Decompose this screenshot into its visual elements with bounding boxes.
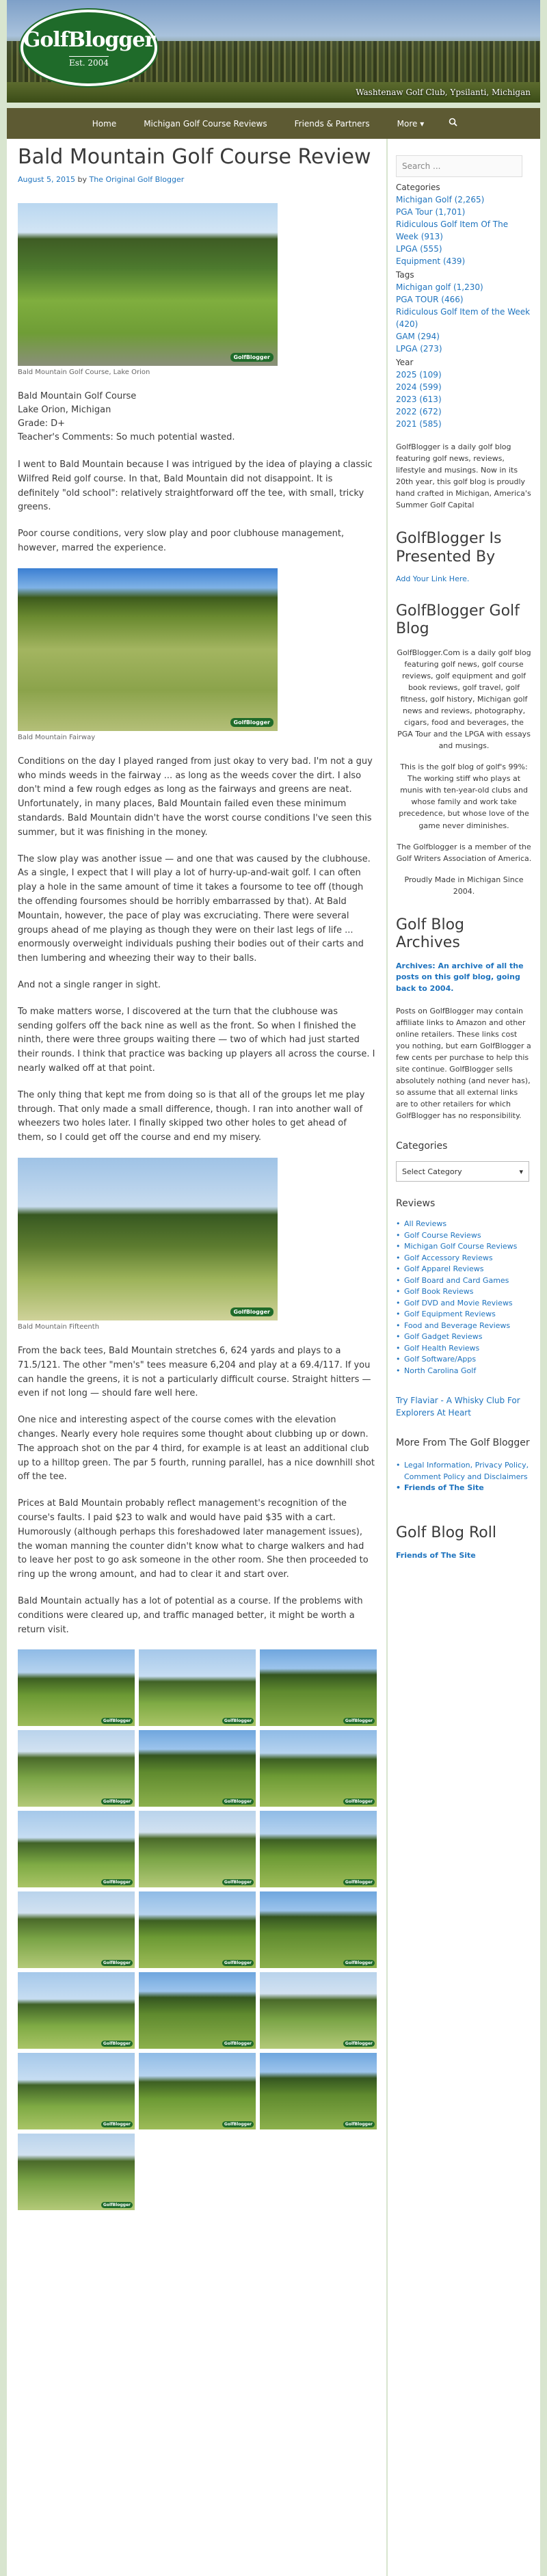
main-nav [7,108,540,139]
review-link[interactable]: • Golf Accessory Reviews [396,1253,532,1264]
year-list [396,369,532,430]
site-logo[interactable] [21,10,157,86]
sidebar [388,139,540,2576]
photo-watermark: GolfBlogger [343,1960,375,1966]
nav-michigan-reviews[interactable]: Michigan Golf Course Reviews [144,118,267,129]
categories-dropdown-heading: Categories [396,1141,448,1152]
categories-list [396,194,532,267]
paragraph: From the back tees, Bald Mountain stretches 6, 624 yards and plays to a 71.5/121. The other "men's" tees measure 6,204 and play at a 69.4/117. If you can handle the greens, it is not a particularly difficult course. Straight hitters — even if not long — should fare well here. [18,1345,371,1399]
paragraph: To make matters worse, I discovered at the turn that the clubhouse was sending golfers off the back nine as well as the front. So when I finished the ninth, there were three groups waiting there — two of which had just started their rounds. I think that practice was backing up players all across the course. I nearly walked off at that point. [18,1006,375,1074]
post-date[interactable]: August 5, 2015 [18,174,75,184]
reviews-heading: Reviews [396,1198,436,1210]
category-select[interactable] [396,1161,529,1182]
photo-watermark: GolfBlogger [230,1307,274,1316]
golf-blog-text: Proudly Made in Michigan Since 2004. [404,875,524,896]
nav-more[interactable]: More ▾ [397,118,425,129]
photo-watermark: GolfBlogger [343,2041,375,2047]
photo-watermark: GolfBlogger [343,2121,375,2127]
post-by: by [77,174,87,184]
year-link[interactable]: 2022 (672) [396,407,442,416]
review-link[interactable]: • Michigan Golf Course Reviews [396,1241,532,1253]
info-location: Lake Orion, Michigan [18,404,111,415]
gallery-thumb[interactable] [260,1730,377,1807]
gallery-thumb[interactable] [260,1811,377,1887]
photo-watermark: GolfBlogger [343,1879,375,1885]
photo-watermark: GolfBlogger [222,1960,254,1966]
tag-link[interactable]: LPGA (273) [396,344,442,354]
affiliate-disclosure: Posts on GolfBlogger may contain affiliate links to Amazon and other online retailers. These links cost you nothing, but earn GolfBlogger a few cents per purchase to help this site continue. GolfBlogger sells absolutely nothing (and never has), so assume that all external links are to other retailers for which GolfBlogger has no responsibility. [396,1007,531,1121]
gallery-thumb[interactable] [260,1649,377,1726]
nav-friends-partners[interactable]: Friends & Partners [294,118,370,129]
category-link[interactable]: Michigan Golf (2,265) [396,195,485,204]
paragraph: And not a single ranger in sight. [18,980,161,990]
review-link[interactable]: • Golf Course Reviews [396,1230,532,1242]
photo-watermark: GolfBlogger [343,1718,375,1724]
post-author[interactable]: The Original Golf Blogger [89,174,185,184]
review-link[interactable]: • Golf Apparel Reviews [396,1264,532,1275]
tag-link[interactable]: Michigan golf (1,230) [396,282,483,292]
more-heading: More From The Golf Blogger [396,1437,530,1449]
gallery-thumb[interactable] [18,1891,135,1968]
gallery-thumb[interactable] [139,2053,256,2129]
year-link[interactable]: 2021 (585) [396,419,442,429]
review-link[interactable]: • Golf Software/Apps [396,1354,532,1366]
category-select-value: Select Category [402,1167,462,1176]
search-input[interactable]: Search ... [396,155,522,177]
paragraph: Poor course conditions, very slow play and poor clubhouse management, however, marred the experience. [18,529,345,554]
category-link[interactable]: PGA Tour (1,701) [396,207,466,217]
review-link[interactable]: • All Reviews [396,1219,532,1230]
header-caption: Washtenaw Golf Club, Ypsilanti, Michigan [356,88,531,97]
review-link[interactable]: • Golf Book Reviews [396,1286,532,1298]
photo-watermark: GolfBlogger [101,2202,133,2208]
info-grade: Grade: D+ [18,418,66,429]
gallery-thumb[interactable] [18,2134,135,2210]
photo-gallery [18,1649,375,2210]
golf-blog-heading: GolfBlogger Golf Blog [396,602,520,638]
gallery-thumb[interactable] [260,2053,377,2129]
more-link[interactable]: • Friends of The Site [396,1483,532,1494]
presented-heading: GolfBlogger Is Presented By [396,530,502,566]
gallery-thumb[interactable] [18,1649,135,1726]
course-photo[interactable] [18,203,278,366]
photo-watermark: GolfBlogger [222,2121,254,2127]
photo-caption: Bald Mountain Fairway [18,733,96,741]
paragraph: One nice and interesting aspect of the course comes with the elevation changes. Nearly every hole requires some thought about clubbing up or down. The approach shot on the par 4 third, for example is at least an additional club up to a hilltop green. The par 5 fourth, running parallel, has a nice downhill shot off the tee. [18,1415,375,1483]
post-title: Bald Mountain Golf Course Review [18,145,371,169]
year-link[interactable]: 2024 (599) [396,382,442,392]
year-link[interactable]: 2025 (109) [396,370,442,380]
logo-word: GolfBlogger [23,28,155,52]
review-link[interactable]: • North Carolina Golf [396,1366,532,1377]
review-link[interactable]: • Golf Board and Card Games [396,1275,532,1287]
review-link[interactable]: • Golf Health Reviews [396,1343,532,1355]
photo-watermark: GolfBlogger [222,1718,254,1724]
photo-watermark: GolfBlogger [101,1718,133,1724]
info-course-name: Bald Mountain Golf Course [18,390,137,401]
paragraph: I went to Bald Mountain because I was intrigued by the idea of playing a classic Wilfred Reid golf course. In that, Bald Mountain did not disappoint. It is definitely "old school": relatively straightforward off the tee, with small, tricky greens. [18,460,373,513]
paragraph: Bald Mountain actually has a lot of potential as a course. If the problems with conditions were cleared up, and traffic managed better, it might be worth a return visit. [18,1595,363,1635]
gallery-thumb[interactable] [260,1891,377,1968]
gallery-thumb[interactable] [18,2053,135,2129]
paragraph: Prices at Bald Mountain probably reflect management's recognition of the course's faults. I paid $23 to walk and would have paid $35 with a cart. Humorously (although perhaps this foreshadowed later management issues), the woman manning the counter didn't know what to charge walkers and had to leave her post to go ask someone in the other room. She then proceeded to ring up the wrong amount, and had to clear it and start over. [18,1498,369,1580]
gallery-thumb[interactable] [260,1972,377,2049]
review-link[interactable]: • Golf Gadget Reviews [396,1331,532,1343]
gallery-thumb[interactable] [18,1811,135,1887]
photo-watermark: GolfBlogger [101,2121,133,2127]
tag-link[interactable]: Ridiculous Golf Item of the Week (420) [396,307,531,329]
fairway-photo[interactable] [18,568,278,731]
gallery-thumb[interactable] [139,1730,256,1807]
golf-blog-text: GolfBlogger.Com is a daily golf blog featuring golf news, golf course reviews, golf equipment and golf book reviews, golf travel, golf fitness, golf history, Michigan golf news and reviews, photography, cigars, food and beverages, the PGA Tour and the LPGA with essays and musings. [397,648,531,751]
review-link[interactable]: • Golf Equipment Reviews [396,1309,532,1320]
golf-blog-text: This is the golf blog of golf's 99%: The working stiff who plays at munis with ten-year-old clubs and whose family and work take precedence, but whose love of the game never diminishes. [399,762,529,830]
course-info [18,390,375,445]
year-heading: Year [396,358,414,367]
search-icon[interactable] [438,118,468,129]
gallery-thumb[interactable] [139,1891,256,1968]
paragraph: The slow play was another issue — and one that was caused by the clubhouse. As a single, I expect that I will play a lot of hurry-up-and-wait golf. I can often play a hole in the same amount of time it takes a foursome to tee off (though the offending foursomes should be horribly embarrassed by that). At Bald Mountain, however, the pace of play was excruciating. There were several groups ahead of me playing as though they were on their last legs of life ... enormously overweight individuals pushing their bodies out of their carts and then lumbering and wheezing their way to their balls. [18,853,371,964]
photo-watermark: GolfBlogger [222,1798,254,1805]
add-link[interactable]: Add Your Link Here. [396,574,470,584]
photo-watermark: GolfBlogger [343,1798,375,1805]
archives-link[interactable]: Archives: An archive of all the posts on this golf blog, going back to 2004. [396,961,524,993]
logo-est: Est. 2004 [69,56,109,68]
photo-watermark: GolfBlogger [230,353,274,362]
year-link[interactable]: 2023 (613) [396,395,442,404]
gallery-thumb[interactable] [139,1811,256,1887]
reviews-list [396,1219,532,1377]
tags-heading: Tags [396,270,414,280]
about-text: GolfBlogger is a daily golf blog featuring golf news, reviews, lifestyle and musings. Now in its 20th year, this golf blog is proudly hand crafted in Michigan, America's Summer Golf Capital [396,442,531,510]
tags-list [396,281,532,355]
site-header [7,0,540,103]
photo-watermark: GolfBlogger [101,1879,133,1885]
photo-watermark: GolfBlogger [230,718,274,727]
paragraph: Conditions on the day I played ranged from just okay to very bad. I'm not a guy who minds weeds in the fairway ... as long as the weeds cover the dirt. I also don't mind a few rough edges as long as the fairways and greens are neat. Unfortunately, in many places, Bald Mountain failed even these minimum standards. Bald Mountain didn't have the worst course conditions I've seen this summer, but it was finishing in the money. [18,756,373,838]
photo-watermark: GolfBlogger [101,2041,133,2047]
paragraph: The only thing that kept me from doing so is that all of the groups let me play through. That only made a small difference, though. I ran into another wall of wheezers two holes later. I finally skipped two other holes to get ahead of them, so I could get off the course and end my misery. [18,1089,365,1143]
info-comments: Teacher's Comments: So much potential wasted. [18,431,235,442]
fifteenth-photo[interactable] [18,1158,278,1320]
post-meta [18,175,375,184]
gallery-thumb[interactable] [139,1972,256,2049]
more-list [396,1460,532,1494]
photo-caption: Bald Mountain Golf Course, Lake Orion [18,368,150,376]
tag-link[interactable]: GAM (294) [396,332,440,341]
photo-watermark: GolfBlogger [222,1879,254,1885]
blog-roll-link[interactable]: Friends of The Site [396,1550,476,1560]
flaviar-link[interactable]: Try Flaviar - A Whisky Club For Explorers At Heart [396,1396,520,1418]
archives-heading: Golf Blog Archives [396,916,464,952]
chevron-down-icon: ▾ [519,1167,523,1176]
golf-blog-text: The Golfblogger is a member of the Golf Writers Association of America. [396,842,532,863]
category-link[interactable]: Ridiculous Golf Item Of The Week (913) [396,220,509,241]
more-link[interactable]: • Legal Information, Privacy Policy, Comment Policy and Disclaimers [396,1460,532,1483]
category-link[interactable]: Equipment (439) [396,256,466,266]
gallery-thumb[interactable] [18,1972,135,2049]
nav-home[interactable]: Home [92,118,117,129]
blog-roll-heading: Golf Blog Roll [396,1524,496,1541]
gallery-thumb[interactable] [139,1649,256,1726]
post-content [7,139,386,2576]
gallery-thumb[interactable] [18,1730,135,1807]
photo-watermark: GolfBlogger [222,2041,254,2047]
photo-watermark: GolfBlogger [101,1960,133,1966]
review-link[interactable]: • Golf DVD and Movie Reviews [396,1298,532,1310]
review-link[interactable]: • Food and Beverage Reviews [396,1320,532,1332]
category-link[interactable]: LPGA (555) [396,244,442,254]
tag-link[interactable]: PGA TOUR (466) [396,295,464,304]
photo-watermark: GolfBlogger [101,1798,133,1805]
photo-caption: Bald Mountain Fifteenth [18,1323,100,1331]
categories-heading: Categories [396,183,440,192]
